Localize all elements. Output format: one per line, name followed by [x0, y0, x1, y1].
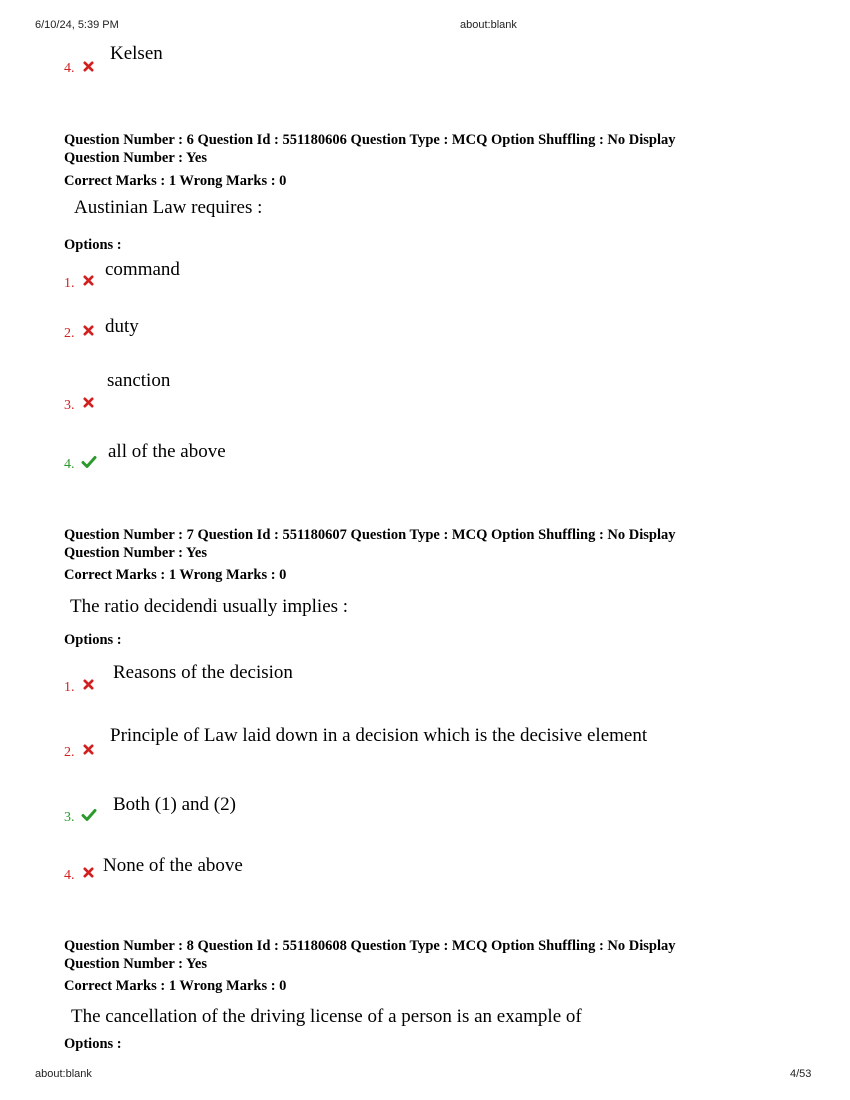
print-page-title: about:blank — [460, 19, 517, 31]
options-label: Options : — [64, 237, 122, 253]
option-text: Reasons of the decision — [113, 662, 293, 683]
question-meta — [64, 526, 676, 562]
print-datetime: 6/10/24, 5:39 PM — [35, 19, 119, 31]
cross-icon — [83, 744, 94, 755]
option-text: all of the above — [108, 441, 226, 462]
cross-icon — [83, 275, 94, 286]
option-number: 4. — [64, 61, 75, 76]
check-icon — [81, 455, 97, 469]
question-marks: Correct Marks : 1 Wrong Marks : 0 — [64, 567, 287, 583]
option-text: Both (1) and (2) — [113, 794, 236, 815]
question-marks: Correct Marks : 1 Wrong Marks : 0 — [64, 978, 287, 994]
option-text: sanction — [107, 370, 171, 391]
option-number: 3. — [64, 810, 75, 825]
option-text: Principle of Law laid down in a decision which is the decisive element — [110, 725, 648, 746]
question-meta-line: Question Number : Yes — [64, 545, 207, 561]
page-number: 4/53 — [790, 1068, 812, 1080]
question-meta-line: Question Number : 6 Question Id : 551180606 Question Type : MCQ Option Shuffling : No Display — [64, 132, 676, 148]
cross-icon — [83, 397, 94, 408]
option-text: Kelsen — [110, 43, 163, 64]
check-icon — [81, 808, 97, 822]
cross-icon — [83, 61, 94, 72]
question-meta-line: Question Number : 7 Question Id : 551180607 Question Type : MCQ Option Shuffling : No Display — [64, 527, 676, 543]
option-text: duty — [105, 316, 139, 337]
option-number: 1. — [64, 680, 75, 695]
question-meta-line: Question Number : Yes — [64, 150, 207, 166]
question-marks: Correct Marks : 1 Wrong Marks : 0 — [64, 173, 287, 189]
question-text: Austinian Law requires : — [74, 197, 263, 218]
option-text: None of the above — [103, 855, 243, 876]
question-meta-line: Question Number : Yes — [64, 956, 207, 972]
question-meta-line: Question Number : 8 Question Id : 551180608 Question Type : MCQ Option Shuffling : No Display — [64, 938, 676, 954]
option-number: 2. — [64, 745, 75, 760]
question-text: The cancellation of the driving license of a person is an example of — [71, 1006, 582, 1027]
option-number: 4. — [64, 457, 75, 472]
options-label: Options : — [64, 632, 122, 648]
cross-icon — [83, 325, 94, 336]
question-text: The ratio decidendi usually implies : — [70, 596, 349, 617]
cross-icon — [83, 679, 94, 690]
option-number: 1. — [64, 276, 75, 291]
options-label: Options : — [64, 1036, 122, 1052]
cross-icon — [83, 867, 94, 878]
option-number: 3. — [64, 398, 75, 413]
option-number: 4. — [64, 868, 75, 883]
question-meta — [64, 131, 676, 167]
option-number: 2. — [64, 326, 75, 341]
option-text: command — [105, 259, 180, 280]
print-footer-url: about:blank — [35, 1068, 92, 1080]
question-meta — [64, 937, 676, 973]
